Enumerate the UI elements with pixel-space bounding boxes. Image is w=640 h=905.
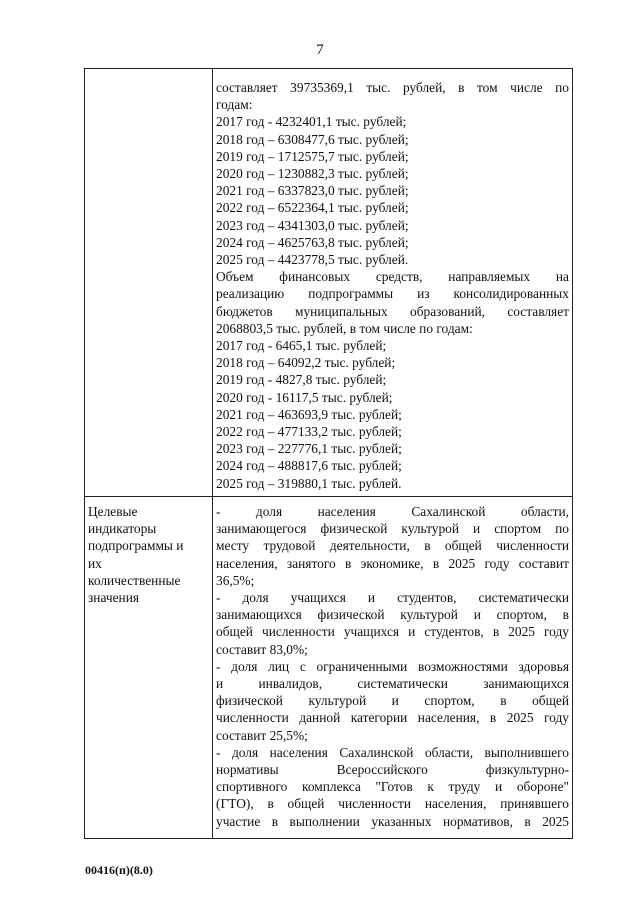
municipal-year-line: 2021 год – 463693,9 тыс. рублей; <box>216 406 402 422</box>
indicator-line: общей численности учащихся и студентов, в 2025 году <box>216 624 569 640</box>
budget-year-line: 2021 год – 6337823,0 тыс. рублей; <box>216 183 409 199</box>
indicators-label-line: их <box>88 555 102 571</box>
municipal-year-line: 2022 год – 477133,2 тыс. рублей; <box>216 424 402 440</box>
funding-cell <box>216 79 569 492</box>
indicator-line: физической культурой и спортом, в общей <box>216 693 569 709</box>
municipal-intro-line: реализацию подпрограммы из консолидированных <box>216 286 569 302</box>
indicator-line: занимающихся физической культурой и спортом, в <box>216 607 569 623</box>
indicator-line: (ГТО), в общей численности населения, принявшего <box>216 796 569 812</box>
indicators-label-line: количественные <box>88 572 181 588</box>
budget-year-line: 2025 год – 4423778,5 тыс. рублей. <box>216 252 409 268</box>
indicators-label-line: индикаторы <box>88 521 157 537</box>
indicator-line: нормативы Всероссийского физкультурно- <box>216 762 569 778</box>
budget-year-line: 2022 год – 6522364,1 тыс. рублей; <box>216 200 409 216</box>
indicator-line: - доля населения Сахалинской области, <box>216 504 569 519</box>
municipal-intro-line: 2068803,5 тыс. рублей, в том числе по годам: <box>216 320 473 336</box>
indicator-line: месту трудовой деятельности, в общей численности <box>216 538 569 554</box>
municipal-year-line: 2024 год – 488817,6 тыс. рублей; <box>216 458 402 474</box>
indicator-line: - доля учащихся и студентов, систематически <box>216 590 569 606</box>
indicator-line: 36,5%; <box>216 572 255 588</box>
budget-intro-line: составляет 39735369,1 тыс. рублей, в том числе по <box>216 80 569 95</box>
budget-year-line: 2019 год – 1712575,7 тыс. рублей; <box>216 148 409 164</box>
municipal-year-line: 2017 год - 6465,1 тыс. рублей; <box>216 338 387 354</box>
indicators-label-line: значения <box>88 590 140 606</box>
indicator-line: и инвалидов, систематически занимающихся <box>216 676 569 692</box>
indicators-label <box>88 503 210 606</box>
indicators-label-line: Целевые <box>88 504 138 519</box>
municipal-year-line: 2025 год – 319880,1 тыс. рублей. <box>216 475 402 491</box>
indicator-line: численности данной категории населения, в 2025 году <box>216 710 569 726</box>
indicator-line: участие в выполнении указанных нормативов, в 2025 <box>216 813 569 829</box>
municipal-intro-line: Объем финансовых средств, направляемых на <box>216 269 569 285</box>
municipal-year-line: 2023 год – 227776,1 тыс. рублей; <box>216 441 402 457</box>
municipal-year-line: 2020 год - 16117,5 тыс. рублей; <box>216 389 393 405</box>
table-row-divider <box>84 496 573 497</box>
indicator-line: занимающегося физической культурой и спортом по <box>216 521 569 537</box>
table-column-divider <box>212 68 213 839</box>
indicator-line: спортивного комплекса "Готов к труду и обороне" <box>216 779 569 795</box>
indicator-line: составит 25,5%; <box>216 727 308 743</box>
budget-intro-line: годам: <box>216 97 253 113</box>
indicator-line: составит 83,0%; <box>216 641 308 657</box>
indicators-cell <box>216 503 569 830</box>
budget-year-line: 2020 год – 1230882,3 тыс. рублей; <box>216 166 409 182</box>
page-number: 7 <box>316 42 324 58</box>
indicator-line: - доля лиц с ограниченными возможностями здоровья <box>216 658 569 674</box>
indicator-line: населения, занятого в экономике, в 2025 году составит <box>216 555 569 571</box>
indicators-label-line: подпрограммы и <box>88 538 184 554</box>
municipal-year-line: 2018 год – 64092,2 тыс. рублей; <box>216 355 396 371</box>
budget-year-line: 2017 год - 4232401,1 тыс. рублей; <box>216 114 407 130</box>
budget-year-line: 2018 год – 6308477,6 тыс. рублей; <box>216 131 409 147</box>
municipal-year-line: 2019 год - 4827,8 тыс. рублей; <box>216 372 387 388</box>
budget-year-line: 2024 год – 4625763,8 тыс. рублей; <box>216 234 409 250</box>
document-code: 00416(п)(8.0) <box>85 863 153 877</box>
municipal-intro-line: бюджетов муниципальных образований, составляет <box>216 303 569 319</box>
indicator-line: - доля населения Сахалинской области, выполнившего <box>216 744 569 760</box>
budget-year-line: 2023 год – 4341303,0 тыс. рублей; <box>216 217 409 233</box>
